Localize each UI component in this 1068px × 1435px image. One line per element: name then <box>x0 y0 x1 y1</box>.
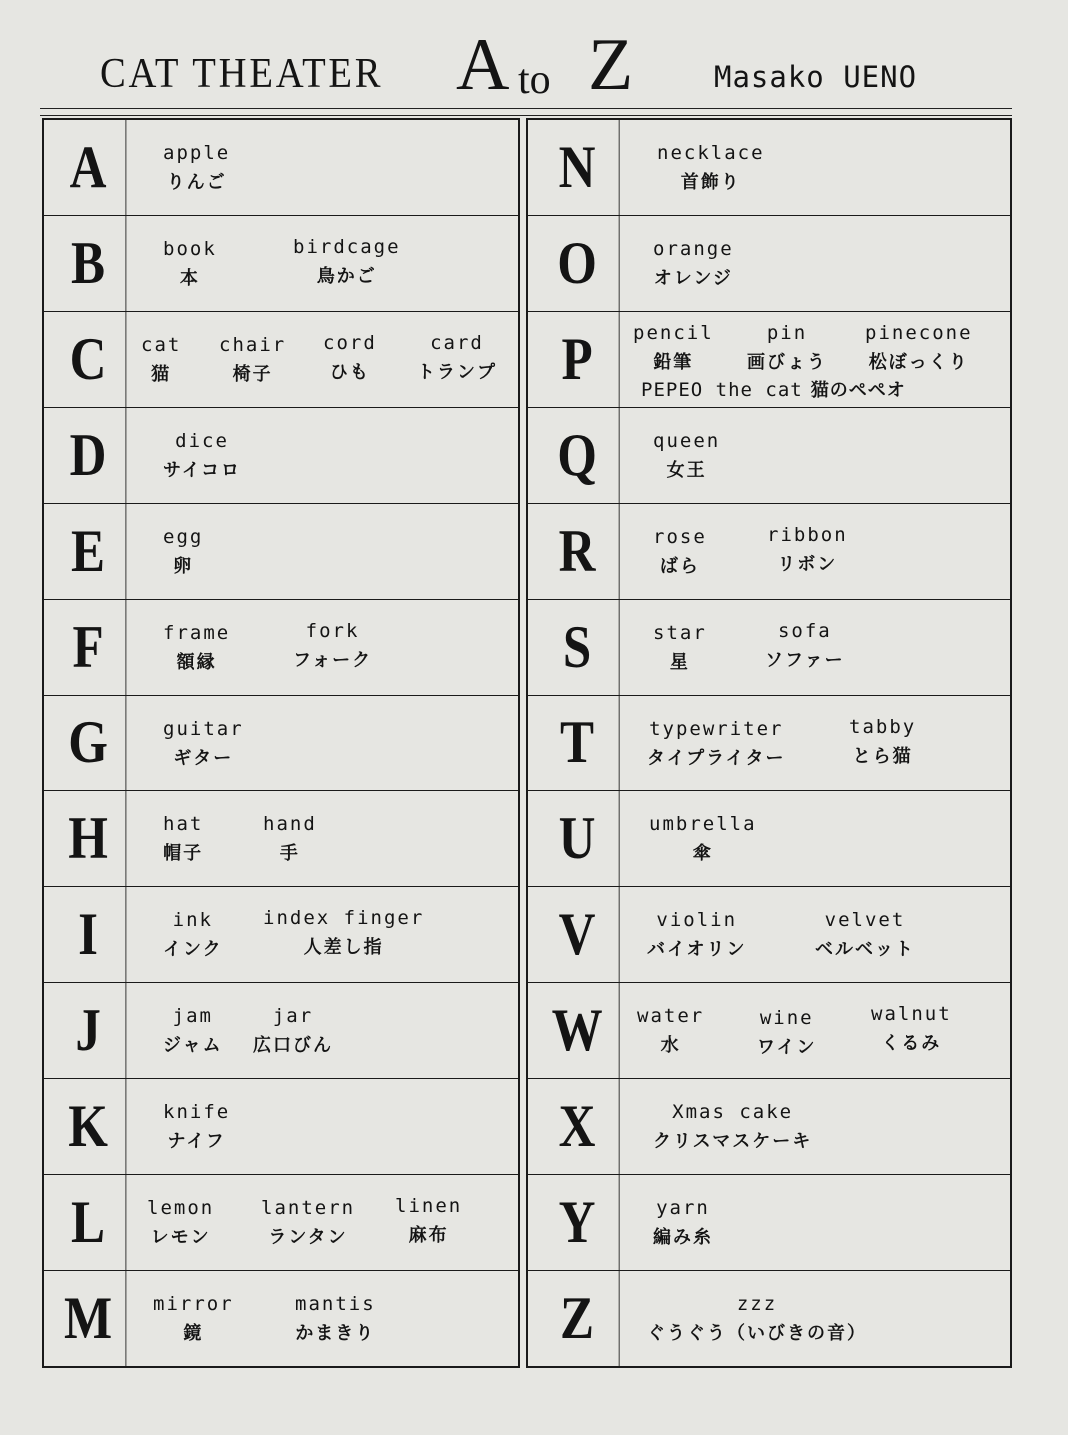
table-row <box>44 504 518 600</box>
japanese-word: ベルベット <box>815 939 915 961</box>
english-word: book <box>163 237 217 260</box>
english-word: tabby <box>849 715 917 738</box>
author-name: Masako UENO <box>714 60 918 94</box>
row-words <box>627 600 1010 695</box>
word-entry <box>633 322 714 374</box>
japanese-word: ソファー <box>765 649 845 671</box>
word-entry <box>815 909 915 961</box>
row-words <box>133 1175 518 1270</box>
japanese-word: りんご <box>166 172 227 193</box>
japanese-word: 鏡 <box>183 1323 204 1345</box>
row-letter: J <box>51 983 127 1078</box>
word-entry <box>647 909 746 961</box>
japanese-word: タイプライター <box>647 747 786 769</box>
english-word: knife <box>163 1101 231 1124</box>
word-entry <box>147 1197 214 1249</box>
table-row <box>44 120 518 216</box>
row-letter: K <box>51 1079 127 1174</box>
english-word: lantern <box>261 1197 356 1220</box>
row-words <box>627 791 1010 886</box>
table-row <box>44 791 518 887</box>
table-row <box>528 504 1010 600</box>
row-words <box>133 600 518 695</box>
word-entry <box>163 430 241 482</box>
english-word: jar <box>272 1005 314 1028</box>
row-words <box>627 120 1010 215</box>
english-word: yarn <box>656 1197 710 1220</box>
row-letter: S <box>535 600 619 695</box>
japanese-word: レモン <box>150 1227 211 1249</box>
english-word: jam <box>172 1005 213 1028</box>
word-entry <box>871 1003 952 1055</box>
word-entry <box>293 620 372 672</box>
word-entry <box>163 238 217 290</box>
row-letter: N <box>535 120 619 215</box>
japanese-word: とら猫 <box>852 745 913 767</box>
word-entry <box>163 813 203 865</box>
row-words <box>627 887 1010 982</box>
table-row <box>528 1175 1010 1271</box>
table-row <box>528 600 1010 696</box>
word-entry <box>653 1197 713 1249</box>
english-word: apple <box>163 142 231 164</box>
row-letter: E <box>51 504 127 599</box>
row-letter: Y <box>535 1175 619 1270</box>
title-letter-a: A <box>456 24 510 106</box>
english-word: frame <box>163 621 231 644</box>
english-word: lemon <box>147 1197 215 1220</box>
japanese-word: ぐうぐう（いびきの音） <box>647 1323 867 1345</box>
japanese-word: ジャム <box>163 1035 223 1057</box>
english-word: Xmas cake <box>672 1101 794 1124</box>
japanese-word: フォーク <box>293 649 373 671</box>
word-entry <box>323 332 377 384</box>
row-words <box>133 312 518 407</box>
japanese-word: 椅子 <box>232 363 273 385</box>
japanese-word: ナイフ <box>167 1131 226 1153</box>
english-word: umbrella <box>649 813 757 836</box>
row-letter: F <box>51 600 127 695</box>
table-row <box>44 696 518 792</box>
table-row <box>44 887 518 983</box>
japanese-word: 手 <box>279 843 300 865</box>
japanese-word: 松ぼっくり <box>868 351 969 373</box>
english-word: card <box>430 331 484 354</box>
word-entry <box>163 1101 230 1153</box>
word-entry <box>767 524 848 576</box>
table-row <box>528 887 1010 983</box>
english-word: egg <box>163 525 204 548</box>
word-entry <box>653 238 734 290</box>
header-divider <box>40 108 1012 116</box>
english-word: pencil <box>633 321 714 344</box>
row-words <box>133 216 518 311</box>
row-words <box>627 216 1010 311</box>
row-words <box>133 120 518 215</box>
word-entry <box>163 526 203 578</box>
english-word: necklace <box>657 142 765 164</box>
row-letter: X <box>535 1079 619 1174</box>
row-letter: H <box>51 791 127 886</box>
japanese-word: 卵 <box>173 555 194 577</box>
japanese-word: 猫のペペオ <box>810 379 906 401</box>
english-word: pin <box>766 321 808 344</box>
row-words <box>133 983 518 1078</box>
japanese-word: ランタン <box>268 1227 348 1249</box>
english-word: typewriter <box>649 717 784 740</box>
row-words <box>133 1271 518 1366</box>
row-letter: D <box>51 408 127 503</box>
japanese-word: 編み糸 <box>653 1227 713 1249</box>
word-entry <box>417 332 497 384</box>
japanese-word: ギター <box>173 747 234 769</box>
japanese-word: ひも <box>329 361 370 383</box>
row-words <box>627 696 1010 791</box>
table-row <box>528 216 1010 312</box>
word-entry <box>253 1005 333 1057</box>
word-entry <box>647 718 786 770</box>
english-word: water <box>637 1005 705 1028</box>
word-entry <box>653 430 720 482</box>
row-letter: W <box>535 983 619 1078</box>
row-words <box>133 504 518 599</box>
english-word: zzz <box>736 1293 778 1316</box>
left-column-table <box>42 118 520 1368</box>
english-word: PEPEO the cat <box>641 378 803 401</box>
japanese-word: 鳥かご <box>316 265 377 287</box>
table-row <box>528 312 1010 408</box>
table-row <box>44 216 518 312</box>
japanese-word: オレンジ <box>653 267 733 289</box>
row-letter: U <box>535 791 619 886</box>
japanese-word: ばら <box>659 555 700 577</box>
english-word: walnut <box>871 1003 952 1026</box>
word-entry <box>653 526 707 578</box>
japanese-word: 女王 <box>666 459 707 481</box>
row-words <box>133 408 518 503</box>
english-word: star <box>653 621 707 644</box>
word-entry <box>163 909 223 961</box>
english-word: orange <box>653 237 734 260</box>
extra-entry <box>641 376 906 402</box>
japanese-word: 額縁 <box>176 651 217 673</box>
english-word: chair <box>219 333 287 356</box>
english-word: hat <box>163 813 204 836</box>
row-words <box>627 504 1010 599</box>
table-row <box>44 1079 518 1175</box>
table-row <box>528 408 1010 504</box>
row-letter: L <box>51 1175 127 1270</box>
english-word: ink <box>172 909 213 932</box>
word-entry <box>849 716 916 768</box>
table-row <box>528 1079 1010 1175</box>
word-entry <box>647 1293 867 1345</box>
table-row <box>44 312 518 408</box>
japanese-word: かまきり <box>295 1323 376 1345</box>
row-letter: Z <box>535 1271 619 1366</box>
japanese-word: リボン <box>777 553 838 575</box>
row-words <box>133 791 518 886</box>
row-letter: C <box>51 312 127 407</box>
english-word: mirror <box>153 1293 234 1316</box>
english-word: rose <box>653 525 707 548</box>
table-row <box>44 983 518 1079</box>
japanese-word: サイコロ <box>163 459 242 481</box>
word-entry <box>649 813 757 865</box>
table-row <box>44 600 518 696</box>
word-entry <box>293 236 401 288</box>
word-entry <box>163 622 230 674</box>
japanese-word: クリスマスケーキ <box>653 1131 813 1153</box>
english-word: fork <box>305 619 360 642</box>
right-column-table <box>526 118 1012 1368</box>
japanese-word: 傘 <box>692 843 713 865</box>
japanese-word: 鉛筆 <box>653 351 694 373</box>
word-entry <box>765 620 845 672</box>
english-word: hand <box>263 813 317 836</box>
word-entry <box>295 1293 376 1345</box>
word-entry <box>163 1005 223 1057</box>
row-letter: O <box>535 216 619 311</box>
english-word: birdcage <box>293 235 401 258</box>
english-word: cord <box>323 331 377 354</box>
word-entry <box>865 322 973 374</box>
table-row <box>528 983 1010 1079</box>
word-entry <box>261 1197 355 1249</box>
english-word: mantis <box>295 1293 376 1316</box>
row-words <box>133 696 518 791</box>
word-entry <box>163 142 230 194</box>
table-row <box>528 696 1010 792</box>
japanese-word: 本 <box>179 267 200 289</box>
row-words <box>133 1079 518 1174</box>
row-letter: Q <box>535 408 619 503</box>
english-word: queen <box>653 429 721 452</box>
word-entry <box>141 334 181 386</box>
row-letter: P <box>535 312 619 407</box>
row-letter: G <box>51 696 127 791</box>
english-word: cat <box>141 333 182 356</box>
row-letter: M <box>51 1271 127 1366</box>
japanese-word: バイオリン <box>647 939 747 961</box>
japanese-word: 広口びん <box>253 1035 333 1057</box>
word-entry <box>219 334 286 386</box>
english-word: guitar <box>163 717 244 740</box>
japanese-word: 人差し指 <box>303 937 384 959</box>
table-row <box>528 1271 1010 1366</box>
japanese-word: くるみ <box>881 1033 942 1055</box>
english-word: index finger <box>263 907 425 930</box>
japanese-word: 猫 <box>151 363 172 385</box>
table-row <box>44 1271 518 1366</box>
row-letter: T <box>535 696 619 791</box>
title-letter-z: Z <box>588 24 634 106</box>
title-to: to <box>518 57 551 103</box>
row-words <box>133 887 518 982</box>
english-word: velvet <box>824 909 906 932</box>
row-letter: B <box>51 216 127 311</box>
word-entry <box>657 142 765 194</box>
japanese-word: インク <box>163 939 223 961</box>
word-entry <box>747 322 827 374</box>
japanese-word: 星 <box>669 651 690 673</box>
row-words <box>627 312 1010 407</box>
word-entry <box>637 1005 704 1057</box>
row-letter: R <box>535 504 619 599</box>
title-text: CAT THEATER <box>100 51 384 97</box>
row-words <box>627 1271 1010 1366</box>
word-entry <box>263 813 317 865</box>
table-row <box>528 120 1010 216</box>
japanese-word: 麻布 <box>408 1225 449 1247</box>
row-words <box>627 1175 1010 1270</box>
english-word: pinecone <box>865 321 973 344</box>
row-words <box>627 983 1010 1078</box>
table-row <box>44 1175 518 1271</box>
word-entry <box>653 622 707 674</box>
word-entry <box>653 1101 812 1153</box>
english-word: sofa <box>777 619 832 642</box>
english-word: linen <box>395 1195 463 1218</box>
word-entry <box>263 907 424 959</box>
japanese-word: 画びょう <box>747 351 827 373</box>
row-letter: A <box>51 120 127 215</box>
japanese-word: トランプ <box>417 361 497 383</box>
word-entry <box>757 1007 816 1059</box>
english-word: violin <box>656 909 738 932</box>
japanese-word: 水 <box>660 1035 681 1057</box>
english-word: ribbon <box>767 523 848 546</box>
english-word: wine <box>759 1007 814 1030</box>
page-header <box>0 24 1068 108</box>
table-row <box>44 408 518 504</box>
japanese-word: 帽子 <box>163 843 204 865</box>
row-letter: V <box>535 887 619 982</box>
row-words <box>627 408 1010 503</box>
row-letter: I <box>51 887 127 982</box>
table-row <box>528 791 1010 887</box>
word-entry <box>163 718 244 770</box>
english-word: dice <box>175 429 229 452</box>
word-entry <box>153 1293 234 1345</box>
row-words <box>627 1079 1010 1174</box>
word-entry <box>395 1195 462 1247</box>
japanese-word: ワイン <box>757 1037 817 1059</box>
japanese-word: 首飾り <box>680 172 741 193</box>
